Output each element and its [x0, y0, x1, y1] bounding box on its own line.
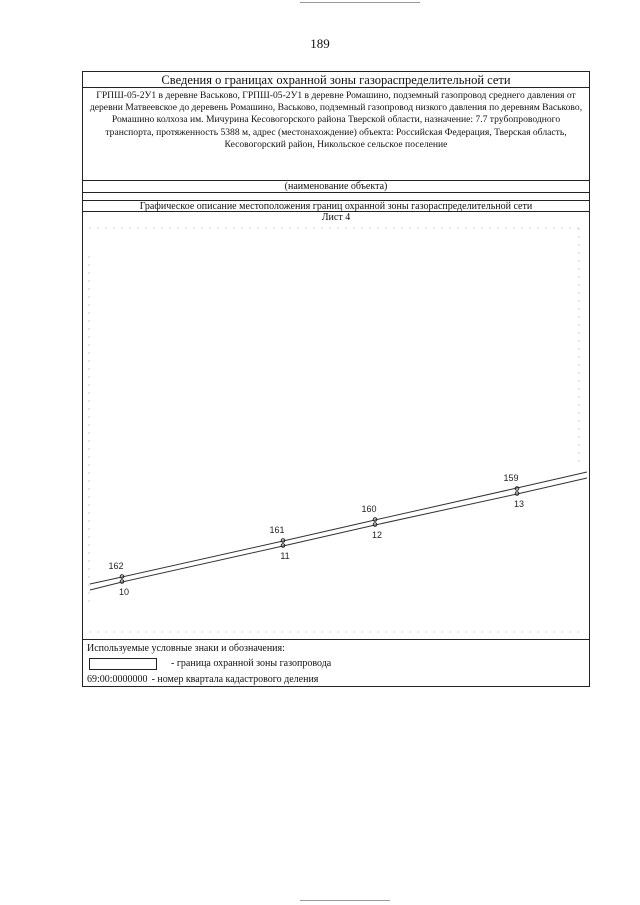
page-number: 189	[310, 36, 330, 51]
boundary-point-label-upper: 160	[361, 504, 377, 514]
legend-item-cadastral	[87, 672, 585, 688]
document-frame	[82, 71, 590, 687]
legend-cadastral-label: - номер квартала кадастрового деления	[151, 674, 319, 685]
boundary-point-label-upper: 159	[503, 473, 519, 483]
document-title: Сведения о границах охранной зоны газораспределительной сети	[83, 72, 589, 88]
map-drawing	[83, 226, 589, 639]
legend	[83, 640, 589, 686]
graphic-description-title: Графическое описание местоположения границ охранной зоны газораспределительной сети	[83, 201, 589, 212]
object-name-label: (наименование объекта)	[83, 181, 589, 193]
boundary-point-label-upper: 162	[108, 561, 124, 571]
boundary-point-label-upper: 161	[269, 525, 285, 535]
map-inner-frame	[89, 228, 579, 632]
sheet-label: Лист 4	[321, 212, 351, 223]
boundary-point-label-lower: 11	[280, 551, 290, 561]
legend-boundary-label: - граница охранной зоны газопровода	[171, 658, 332, 669]
boundary-point-label-lower: 10	[118, 587, 130, 597]
boundary-point-label-lower: 12	[371, 530, 383, 540]
spacer-row	[83, 193, 589, 201]
legend-title: Используемые условные знаки и обозначения:	[87, 643, 285, 654]
top-scan-line	[300, 2, 420, 3]
legend-boundary-symbol	[89, 658, 157, 670]
legend-cadastral-code: 69:00:0000000	[87, 674, 148, 685]
object-description: ГРПШ-05-2У1 в деревне Васьково, ГРПШ-05-2У1 в деревне Ромашино, подземный газопровод среднего давления от деревни Матвеевское до деревень Ромашино, Васьково, подземный газопровод низкого давления по деревням Васьково, Ромашино колхоза им. Мичурина Кесовогорского района Тверской области, назначение: 7.7 трубопроводного транспорта, протяженность 5388 м, адрес (местонахождение) объекта: Российская Федерация, Тверская область, Кесовогорский район, Никольское сельское поселение	[83, 88, 589, 181]
boundary-point-label-lower: 13	[513, 499, 525, 509]
bottom-scan-line	[300, 900, 390, 901]
protection-zone-boundary	[90, 472, 587, 590]
legend-item-boundary	[87, 656, 585, 672]
boundary-map	[83, 226, 589, 640]
